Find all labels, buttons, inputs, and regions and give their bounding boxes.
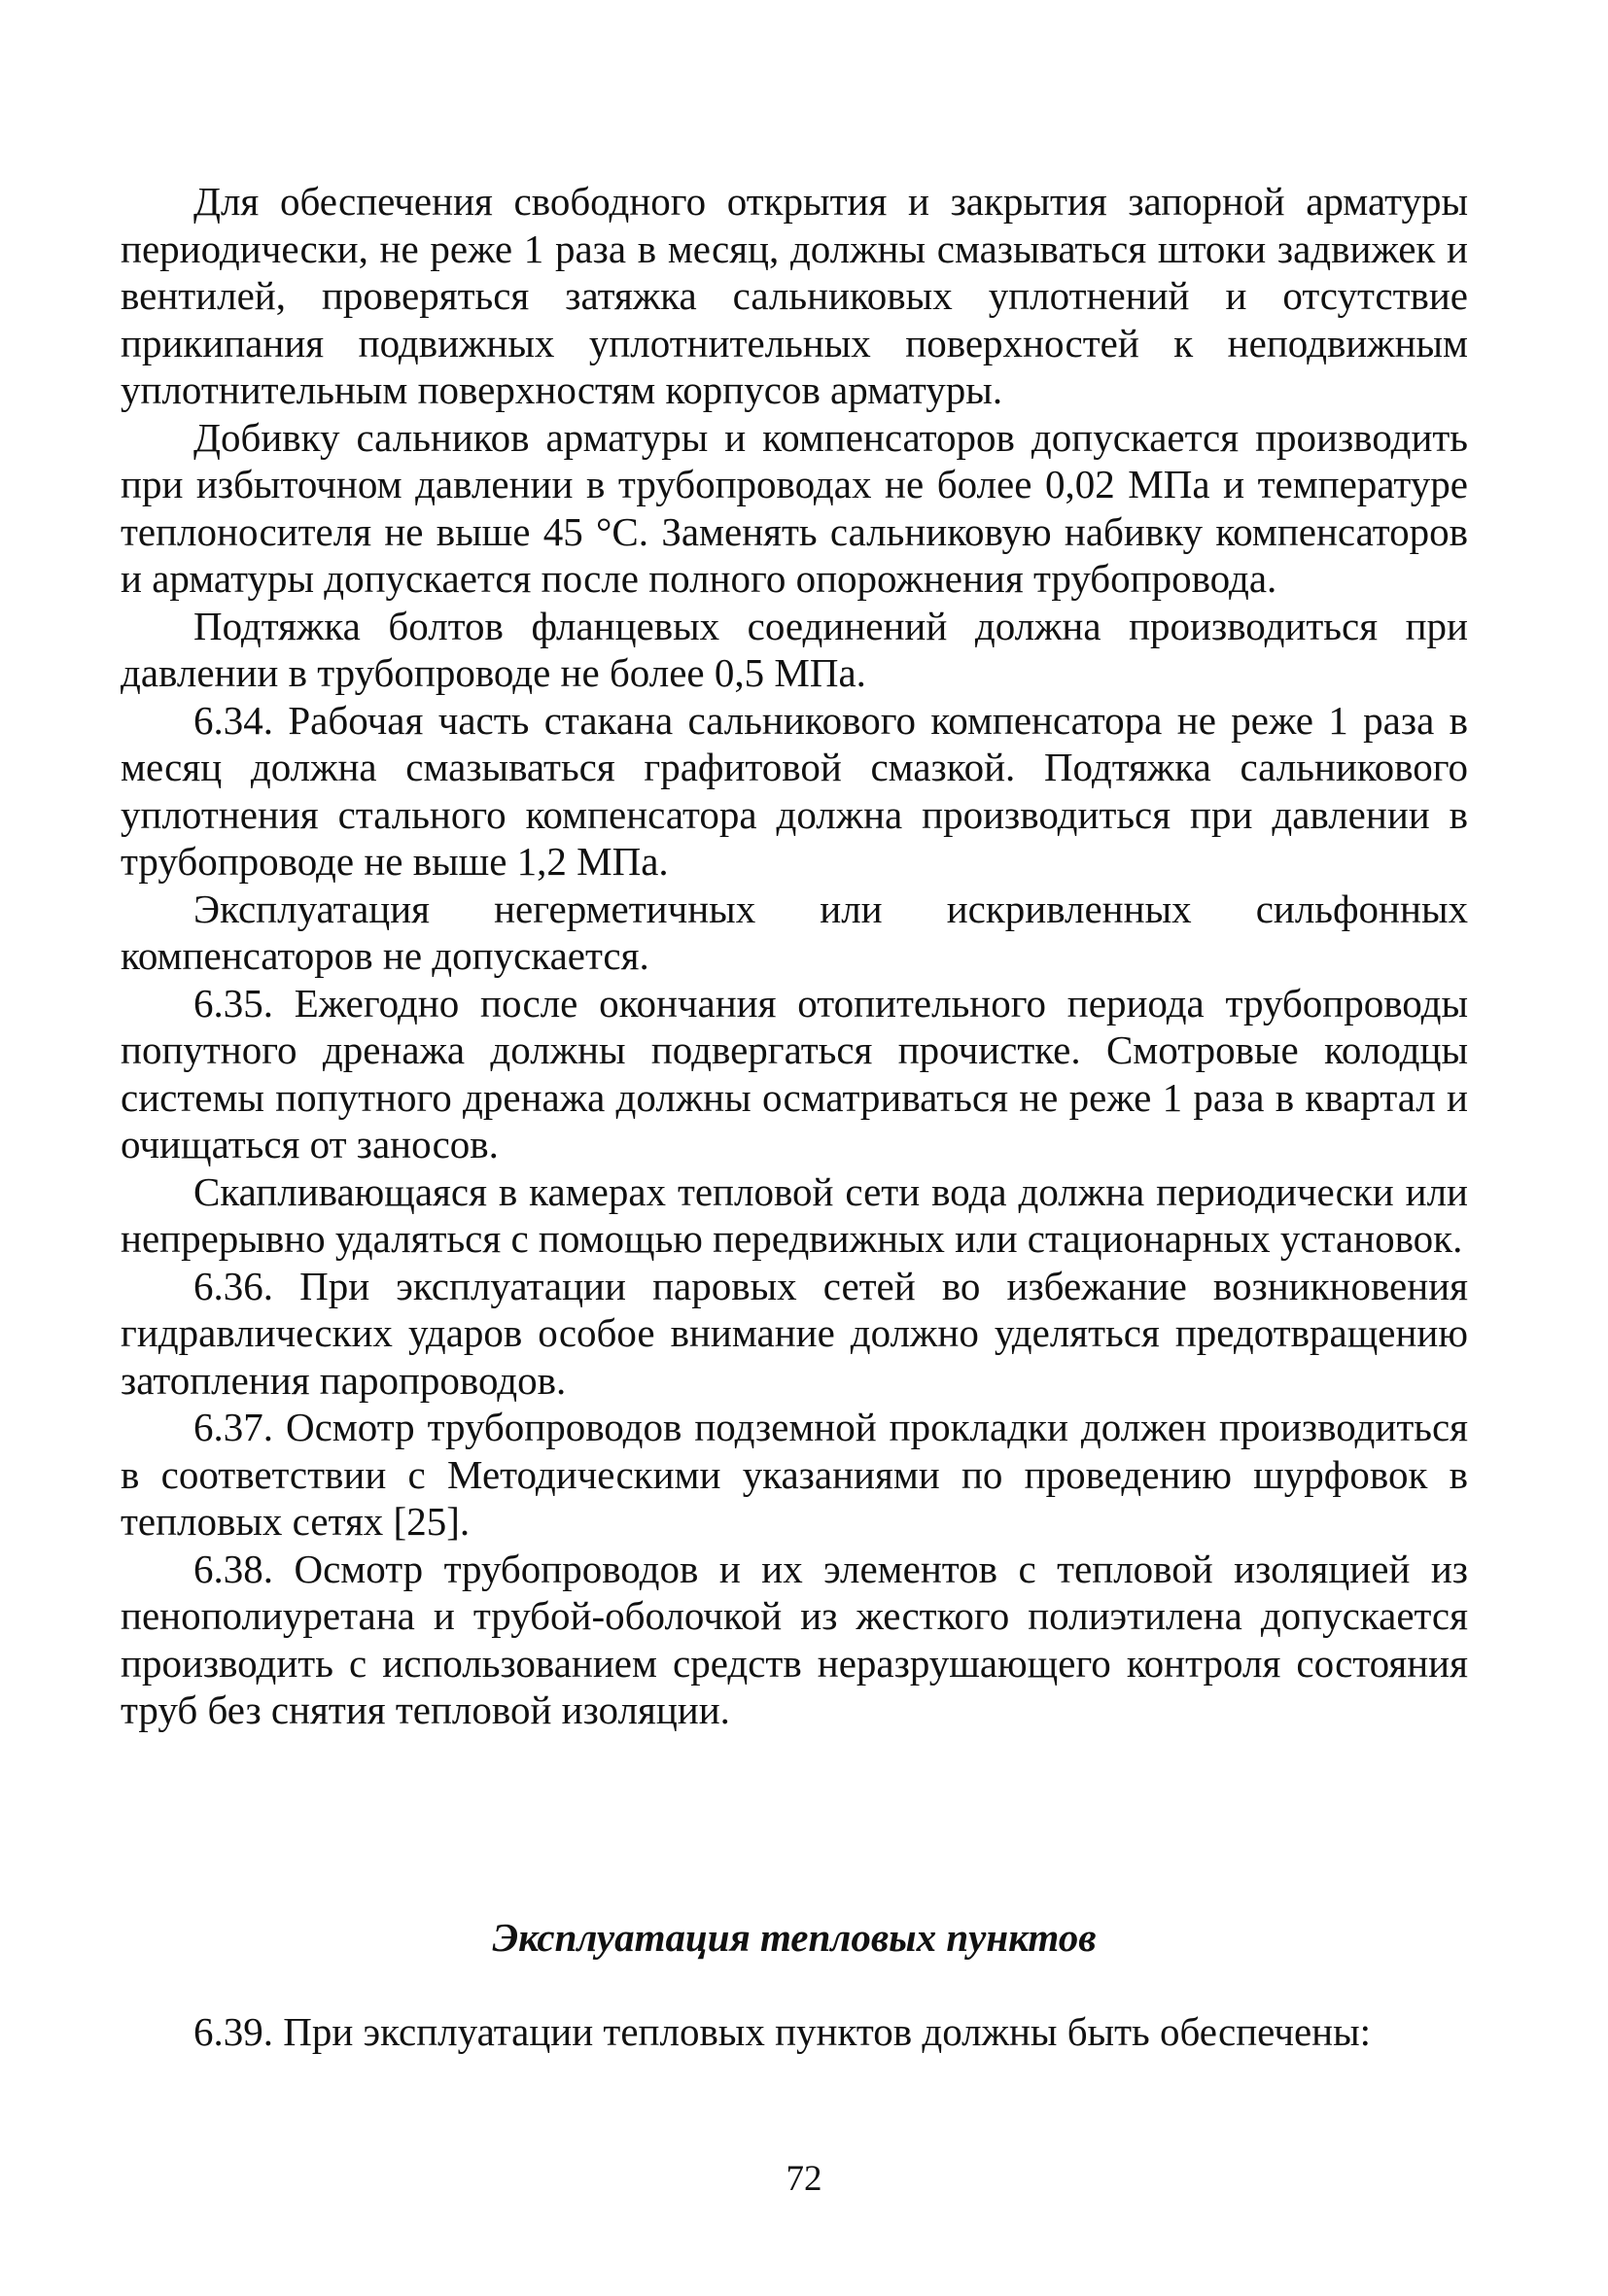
paragraph-6-38: 6.38. Осмотр трубопроводов и их элементов с тепловой изоляцией из пенополиуретана и трубой-оболочкой из жесткого полиэтилена допускается производить с использованием средств неразрушающего контроля состояния труб без снятия тепловой изоляции. [121,1546,1468,1732]
body-text [121,178,1468,1734]
section-heading: Эксплуатация тепловых пунктов [492,1915,1097,1960]
paragraph-flange-bolts: Подтяжка болтов фланцевых соединений должна производиться при давлении в трубопроводе не более 0,5 МПа. [121,603,1468,695]
paragraph-valve-maintenance: Для обеспечения свободного открытия и закрытия запорной арматуры периодически, не реже 1 раза в месяц, должны смазываться штоки задвижек и вентилей, проверяться затяжка сальниковых уплотнений и отсутствие прикипания подвижных уплотнительных поверхностей к неподвижным уплотнительным поверхностям корпусов арматуры. [121,179,1468,412]
paragraph-bellows-compensators: Эксплуатация негерметичных или искривленных сильфонных компенсаторов не допускается. [121,886,1468,978]
page-number: 72 [786,2159,822,2199]
paragraph-chamber-water: Скапливающаяся в камерах тепловой сети вода должна периодически или непрерывно удаляться с помощью передвижных или стационарных установок. [121,1168,1468,1261]
paragraph-6-36: 6.36. При эксплуатации паровых сетей во избежание возникновения гидравлических ударов особое внимание должно уделяться предотвращению затопления паропроводов. [121,1263,1468,1403]
paragraph-6-39: 6.39. При эксплуатации тепловых пунктов должны быть обеспечены: [193,2009,1372,2054]
paragraph-6-34: 6.34. Рабочая часть стакана сальникового компенсатора не реже 1 раза в месяц должна смазываться графитовой смазкой. Подтяжка сальникового уплотнения стального компенсатора должна производиться при давлении в трубопроводе не выше 1,2 МПа. [121,697,1468,884]
section-body [121,2008,1468,2056]
paragraph-6-35: 6.35. Ежегодно после окончания отопительного периода трубопроводы попутного дренажа должны подвергаться прочистке. Смотровые колодцы системы попутного дренажа должны осматриваться не реже 1 раза в квартал и очищаться от заносов. [121,980,1468,1166]
paragraph-6-37: 6.37. Осмотр трубопроводов подземной прокладки должен производиться в соответствии с Методическими указаниями по проведению шурфовок в тепловых сетях [25]. [121,1405,1468,1544]
paragraph-gland-packing: Добивку сальников арматуры и компенсаторов допускается производить при избыточном давлении в трубопроводах не более 0,02 МПа и температуре теплоносителя не выше 45 °С. Заменять сальниковую набивку компенсаторов и арматуры допускается после полного опорожнения трубопровода. [121,414,1468,601]
